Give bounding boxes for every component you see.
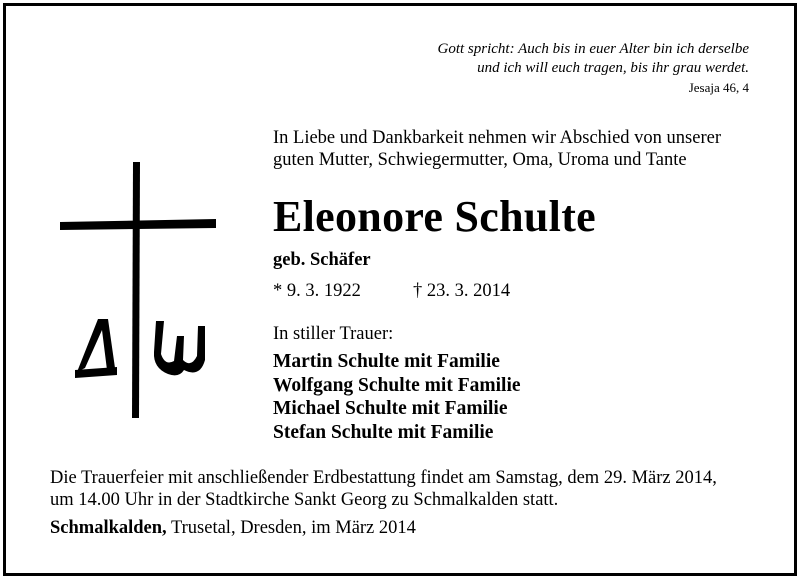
verse-line-1: Gott spricht: Auch bis in euer Alter bin ich derselbe [437,41,749,57]
cross-alpha-omega-icon [53,156,223,426]
death-date: † 23. 3. 2014 [413,281,511,301]
funeral-line-2: um 14.00 Uhr in der Stadtkirche Sankt Georg zu Schmalkalden statt. [50,490,559,510]
mourner-item: Martin Schulte mit Familie [273,351,500,372]
cross-symbol-svg [53,156,223,426]
bible-verse [309,40,749,78]
birth-date: * 9. 3. 1922 [273,281,361,301]
obituary-notice [3,3,797,576]
alpha-symbol [77,319,115,372]
intro-line-2: guten Mutter, Schwiegermutter, Oma, Uroma und Tante [273,150,687,170]
intro-text [273,127,721,171]
verse-line-2: und ich will euch tragen, bis ihr grau werdet. [477,60,749,76]
funeral-info [50,467,717,511]
deceased-name: Eleonore Schulte [273,192,596,241]
intro-line-1: In Liebe und Dankbarkeit nehmen wir Abschied von unserer [273,128,721,148]
place-date-line [50,518,416,539]
omega-symbol [154,321,205,375]
mourner-item: Wolfgang Schulte mit Familie [273,374,521,396]
place-primary: Schmalkalden, [50,518,167,538]
mourners-list [273,350,521,444]
funeral-line-1: Die Trauerfeier mit anschließender Erdbestattung findet am Samstag, dem 29. März 2014, [50,468,717,488]
mourner-item: Stefan Schulte mit Familie [273,421,494,443]
maiden-name: geb. Schäfer [273,250,371,270]
mourner-item: Michael Schulte mit Familie [273,398,508,419]
place-rest: Trusetal, Dresden, im März 2014 [166,518,416,538]
mourning-label: In stiller Trauer: [273,324,394,344]
verse-reference: Jesaja 46, 4 [688,80,749,95]
